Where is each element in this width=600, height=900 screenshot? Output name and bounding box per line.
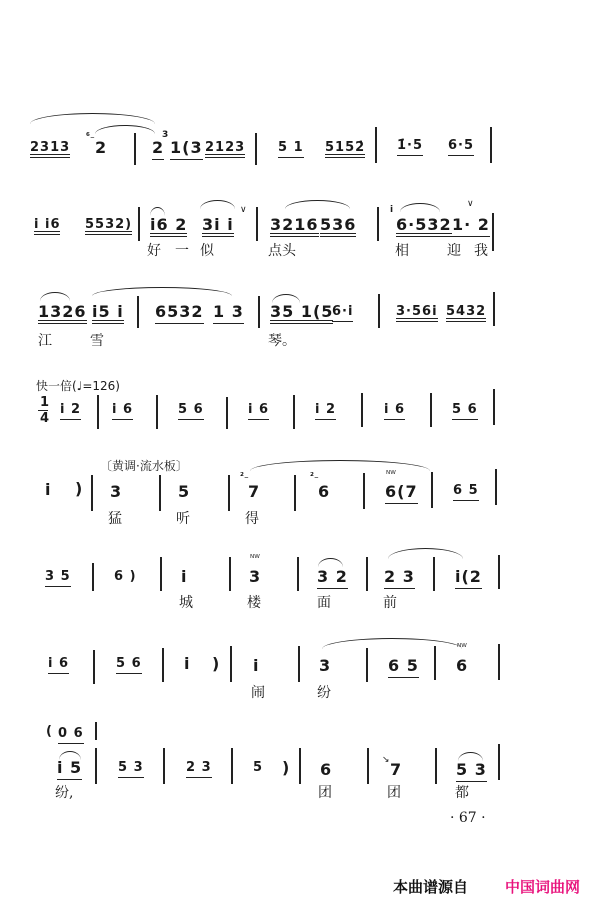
note-group: 6 ) [114,569,137,584]
note-group: 2 3 [384,567,415,586]
note-group: 0 6 [58,726,84,741]
note-group: 35 1(5 [270,302,334,321]
source-prefix: 本曲谱源自 [393,878,469,896]
ornament-mark: ᴺᵂ [386,470,396,480]
barline [229,557,231,591]
breath-mark: ∨ [467,199,474,209]
barline [366,557,368,591]
tempo-marking: 快一倍(♩=126) [36,379,120,393]
note-group: 6532 [155,302,204,321]
barline [231,748,233,784]
barline [226,397,228,429]
slur [30,113,155,124]
note-group: 6 5 [453,483,479,498]
lyric: 前 [383,595,397,611]
note-group: 1326 [38,302,87,321]
note: 3 [249,567,262,586]
barline [93,650,95,684]
barline [492,213,494,251]
note-group: 2313 [30,140,71,155]
barline [95,722,97,740]
lyric: 纷, [55,785,74,801]
score-system-5 [0,455,600,530]
note-group: 1· 2 [452,215,490,234]
note-group: 2 3 [186,760,212,775]
note-group: 5152̇ [325,140,366,155]
grace-note: ⁶₋ [86,132,95,142]
lyric: 纷 [317,685,331,701]
slur [388,548,463,559]
barline [294,475,296,511]
barline [297,557,299,591]
barline [435,748,437,784]
note-group: i 6 [248,402,270,417]
note-group: i6 2 [150,215,188,234]
barline [361,393,363,427]
note: i [184,654,191,673]
barline [433,557,435,591]
barline [258,296,260,328]
note-group: i 6 [48,656,70,671]
note-group: 5532) [85,217,133,232]
note-group: 6·i [332,304,354,319]
lyric: 我 [474,243,488,259]
note-group: 6 5 [388,656,419,675]
slur [40,292,70,301]
barline [137,296,139,328]
barline [434,646,436,680]
glide-mark: ↘ [382,755,390,765]
barline [255,133,257,165]
lyric: 楼 [247,595,261,611]
note-group: 1̇·5 [397,138,424,153]
lyric: 团 [318,785,332,801]
barline [256,207,258,241]
score-system-6 [0,545,600,615]
note: 2 [95,138,108,157]
rest-paren: ) [212,654,221,673]
barline [377,207,379,241]
slur [92,287,232,296]
note: i [181,567,188,586]
breath-mark: ∨ [240,205,247,215]
note-group: 3216 [270,215,319,234]
barline [156,395,158,429]
lyric: 城 [179,595,193,611]
barline [490,127,492,163]
lyric: 江 [38,333,52,349]
barline [367,748,369,784]
time-signature-top: 1 [40,395,51,410]
slur [322,638,462,649]
note-group: 3 2 [317,567,348,586]
grace-note: i [390,205,394,215]
note: 3 [319,656,332,675]
barline [298,646,300,682]
lyric: 一 [175,243,189,259]
note-group: 5 3 [118,760,144,775]
note-group: 3 5 [45,569,71,584]
slur [318,558,343,567]
note-group: i 5 [57,758,83,777]
grace-note: 3 [162,130,169,140]
barline [366,648,368,682]
barline [97,395,99,429]
barline [498,555,500,589]
lyric: 点头 [268,243,296,259]
note-group: 6·5 [448,138,475,153]
score-system-8 [0,722,600,802]
note-group: i i6 [34,217,61,232]
score-system-7 [0,630,600,700]
note-group: 5 3 [456,760,487,779]
note-group: 6·532 [396,215,452,234]
note-group: 5 1 [278,140,304,155]
lyric: 面 [317,595,331,611]
grace-note: ²₋ [240,472,249,482]
rest-paren: ) [282,758,291,777]
rest-paren: ) [75,479,84,498]
barline [363,473,365,509]
score-system-1 [0,105,600,165]
barline [159,475,161,511]
lyric: 相 [395,243,409,259]
slur [400,203,440,212]
note: i [45,480,52,499]
barline [498,644,500,680]
note-group: i 2 [315,402,337,417]
lyric: 团 [387,785,401,801]
note: 6 [456,656,469,675]
barline [162,648,164,682]
lyric: 似 [200,243,214,259]
barline [230,646,232,682]
note-group: 5432 [446,304,487,319]
lyric: 都 [455,785,469,801]
section-label: 〔黄调·流水板〕 [100,459,188,473]
ornament-mark: ᴺᵂ [250,554,260,564]
note-group: i5 i [92,302,124,321]
lyric: 迎 [447,243,461,259]
note: 7 [248,482,261,501]
note-group: 3·56i [396,304,438,319]
slur [95,125,155,134]
lyric: 琴。 [268,333,296,349]
note-group: 1(3 [170,138,203,157]
lyric: 听 [176,511,190,527]
barline [375,127,377,163]
lyric: 猛 [108,511,122,527]
lyric: 好 [147,243,161,259]
barline [431,472,433,508]
note: 5 [178,482,191,501]
barline [163,748,165,784]
score-system-2 [0,195,600,275]
page-number: · 67 · [450,810,486,826]
note: i [253,656,260,675]
slur [200,200,235,209]
barline [160,557,162,591]
barline [293,395,295,429]
barline [95,748,97,784]
note-group: i 6 [112,402,134,417]
note-group: i 2 [60,402,82,417]
time-signature-bottom: 4 [40,411,51,426]
score-system-3 [0,282,600,352]
note: 6 [318,482,331,501]
paren-open: ( [46,724,53,739]
barline [493,292,495,326]
barline [493,389,495,425]
score-system-4 [0,375,600,435]
ornament-mark: ᴺᵂ [457,643,467,653]
note-group: 2123 [205,140,246,155]
note-group: 5 6 [116,656,142,671]
barline [430,393,432,427]
note-group: 6(7 [385,482,418,501]
barline [138,207,140,241]
note-group: i 6 [384,402,406,417]
note-group: 1 3 [213,302,244,321]
barline [378,294,380,328]
barline [92,563,94,591]
slur [285,200,350,209]
note: 2 [152,138,165,157]
slur [250,460,430,471]
grace-note: ²₋ [310,472,319,482]
note-group: 5 6 [178,402,204,417]
barline [134,133,136,165]
barline [495,469,497,505]
barline [498,744,500,780]
source-site-link[interactable]: 中国词曲网 [505,878,581,896]
note-group: 3i i [202,215,234,234]
note: 6 [320,760,333,779]
lyric: 得 [245,511,259,527]
note-group: 5 6 [452,402,478,417]
barline [91,475,93,511]
note: 3 [110,482,123,501]
lyric: 闹 [251,685,265,701]
note: 7 [390,760,403,779]
note: 5 [253,760,264,775]
lyric: 雪 [90,333,104,349]
note-group: 536 [320,215,357,234]
barline [228,475,230,511]
barline [299,748,301,784]
note-group: i(2 [455,567,482,586]
